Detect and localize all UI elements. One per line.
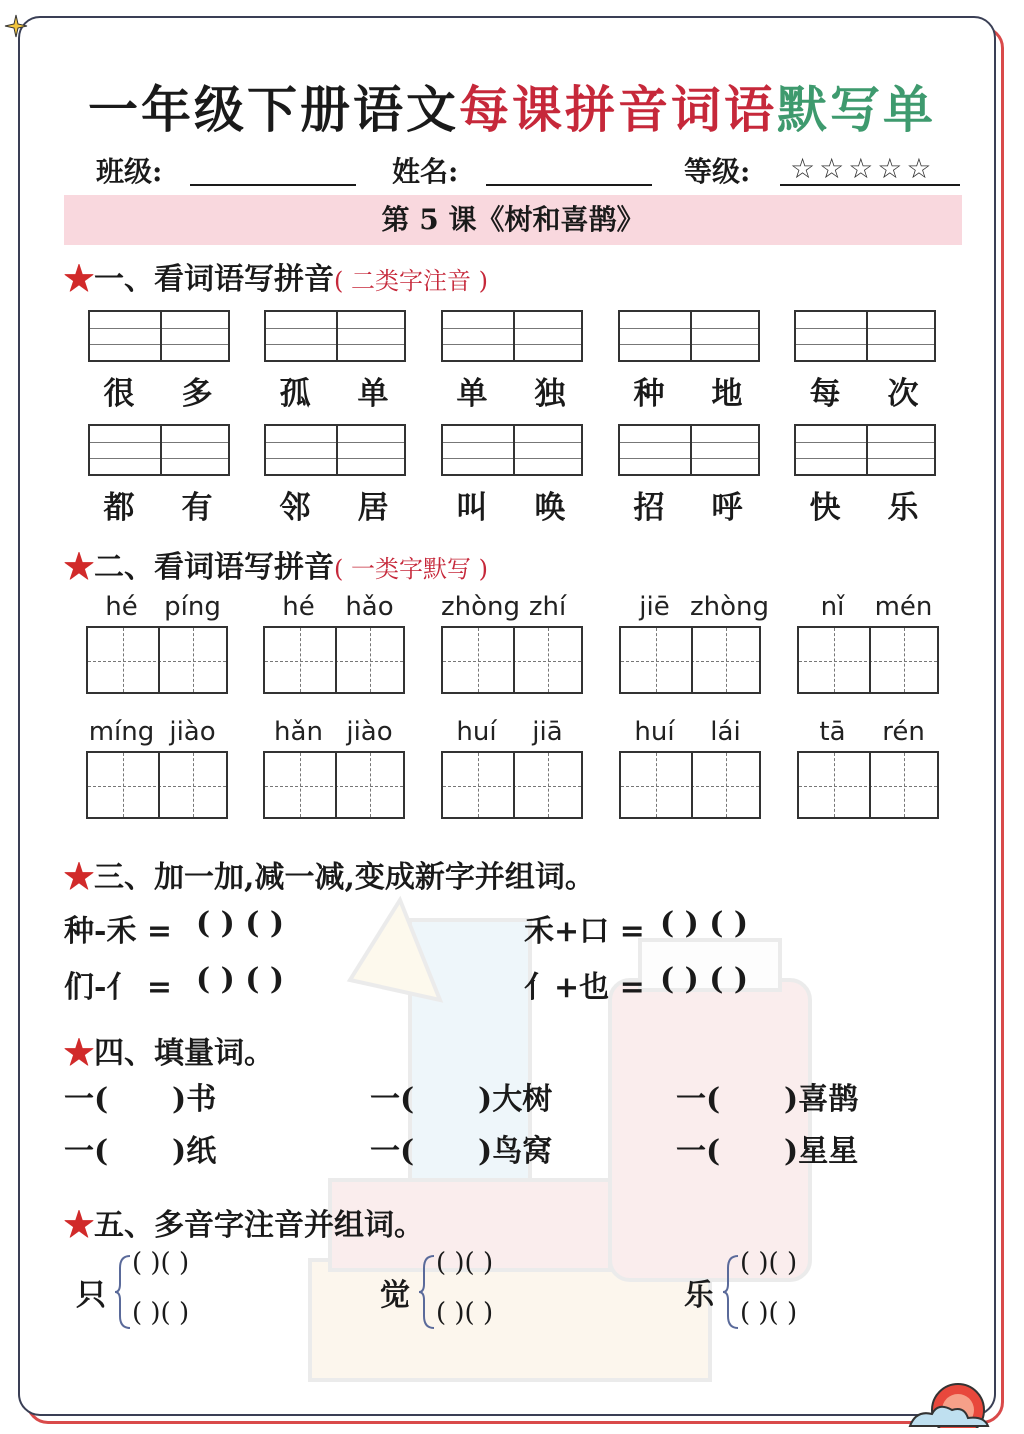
pinyin-label: lái — [710, 717, 741, 747]
pinyin-label: huí — [456, 717, 497, 747]
polyphonic-character: 乐 — [684, 1278, 714, 1313]
character-writing-box[interactable] — [619, 751, 761, 819]
pinyin-label: míng — [88, 717, 155, 747]
word-character: 招 — [633, 490, 665, 526]
pinyin-writing-box[interactable] — [441, 310, 583, 362]
section-5-heading: 五、多音字注音并组词。 — [94, 1208, 424, 1243]
grade-stars[interactable]: ☆☆☆☆☆ — [790, 152, 936, 185]
pinyin-writing-box[interactable] — [441, 424, 583, 476]
character-writing-box[interactable] — [797, 751, 939, 819]
polyphonic-character: 觉 — [380, 1278, 410, 1313]
pinyin-writing-box[interactable] — [88, 424, 230, 476]
section-3-title — [64, 852, 595, 896]
word-character: 每 — [809, 376, 841, 412]
pinyin-writing-box[interactable] — [264, 424, 406, 476]
expr-row-2-right: 亻+也 = — [524, 970, 645, 1005]
measure-suffix: )大树 — [478, 1082, 553, 1117]
polyphonic-character: 只 — [76, 1278, 106, 1313]
word-character: 呼 — [711, 490, 743, 526]
word-character: 孤 — [279, 376, 311, 412]
character-writing-box[interactable] — [263, 751, 405, 819]
word-character: 乐 — [887, 490, 919, 526]
pinyin-label: hǎn — [274, 717, 323, 747]
measure-prefix: 一( — [370, 1082, 415, 1117]
pinyin-label: jiā — [532, 717, 563, 747]
pinyin-label: jiào — [346, 717, 393, 747]
grade-label: 等级: — [684, 155, 751, 188]
word-character: 很 — [103, 376, 135, 412]
pinyin-label: zhí — [528, 592, 567, 622]
section-4-title — [64, 1028, 274, 1072]
word-character: 种 — [633, 376, 665, 412]
pinyin-writing-box[interactable] — [618, 310, 760, 362]
pinyin-label: tā — [819, 717, 846, 747]
pinyin-writing-box[interactable] — [618, 424, 760, 476]
worksheet-title — [0, 70, 1024, 142]
measure-suffix: )书 — [172, 1082, 217, 1117]
section-3-heading: 三、加一加,减一减,变成新字并组词。 — [94, 860, 595, 895]
pinyin-label: huí — [634, 717, 675, 747]
blank-row-1-left[interactable]: ( ) ( ) — [196, 906, 285, 941]
measure-suffix: )鸟窝 — [478, 1134, 553, 1169]
word-character: 独 — [534, 376, 566, 412]
section-1-title — [64, 254, 488, 298]
pinyin-label: zhòng — [690, 592, 770, 622]
blank-row-2-left[interactable]: ( ) ( ) — [196, 962, 285, 997]
brace-icon — [418, 1254, 436, 1330]
star-icon: ★ — [64, 550, 94, 585]
word-character: 地 — [711, 376, 743, 412]
measure-word-blank[interactable] — [722, 1078, 784, 1112]
word-character: 居 — [357, 490, 389, 526]
pinyin-label: hǎo — [345, 592, 394, 622]
expr-row-1-left: 种-禾 = — [64, 914, 173, 949]
word-character: 有 — [181, 490, 213, 526]
character-writing-box[interactable] — [86, 626, 228, 694]
character-writing-box[interactable] — [619, 626, 761, 694]
section-4-heading: 四、填量词。 — [94, 1036, 274, 1071]
pinyin-label: jiē — [639, 592, 670, 622]
word-character: 次 — [887, 376, 919, 412]
name-field[interactable] — [486, 184, 652, 186]
pinyin-label: jiào — [169, 717, 216, 747]
measure-suffix: )纸 — [172, 1134, 217, 1169]
section-2-title — [64, 542, 488, 586]
pinyin-label: mén — [874, 592, 933, 622]
character-writing-box[interactable] — [441, 751, 583, 819]
section-1-note: ( 二类字注音 ) — [334, 267, 488, 295]
word-character: 都 — [103, 490, 135, 526]
class-label: 班级: — [96, 155, 163, 188]
measure-prefix: 一( — [370, 1134, 415, 1169]
pinyin-label: píng — [164, 592, 221, 622]
section-5-title — [64, 1200, 424, 1244]
star-icon: ★ — [64, 1036, 94, 1071]
word-character: 单 — [357, 376, 389, 412]
star-icon: ★ — [64, 860, 94, 895]
pinyin-and-word-blank[interactable]: ( )( ) — [740, 1298, 798, 1328]
pinyin-and-word-blank[interactable]: ( )( ) — [132, 1248, 190, 1278]
pinyin-label: rén — [882, 717, 925, 747]
measure-suffix: )星星 — [784, 1134, 859, 1169]
character-writing-box[interactable] — [263, 626, 405, 694]
pinyin-label: hé — [282, 592, 315, 622]
pinyin-writing-box[interactable] — [88, 310, 230, 362]
measure-word-blank[interactable] — [110, 1130, 172, 1164]
cloud-sun-decoration — [906, 1376, 1002, 1428]
measure-prefix: 一( — [676, 1082, 721, 1117]
expr-row-1-right: 禾+口 = — [524, 914, 645, 949]
pinyin-writing-box[interactable] — [794, 310, 936, 362]
title-part-3: 默写单 — [777, 80, 936, 139]
section-2-heading: 二、看词语写拼音 — [94, 550, 334, 585]
character-writing-box[interactable] — [441, 626, 583, 694]
measure-word-blank[interactable] — [110, 1078, 172, 1112]
sparkle-icon — [4, 14, 28, 38]
measure-word-blank[interactable] — [722, 1130, 784, 1164]
section-2-note: ( 一类字默写 ) — [334, 555, 488, 583]
measure-word-blank[interactable] — [416, 1130, 478, 1164]
word-character: 唤 — [534, 490, 566, 526]
blank-row-1-right[interactable]: ( ) ( ) — [660, 906, 749, 941]
pinyin-label: zhòng — [441, 592, 521, 622]
name-label: 姓名: — [392, 155, 459, 188]
measure-prefix: 一( — [676, 1134, 721, 1169]
brace-icon — [114, 1254, 132, 1330]
expr-row-2-left: 们-亻 = — [64, 970, 173, 1005]
section-1-heading: 一、看词语写拼音 — [94, 262, 334, 297]
measure-prefix: 一( — [64, 1134, 109, 1169]
class-field[interactable] — [190, 184, 356, 186]
pinyin-and-word-blank[interactable]: ( )( ) — [436, 1248, 494, 1278]
star-icon: ★ — [64, 1208, 94, 1243]
blank-row-2-right[interactable]: ( ) ( ) — [660, 962, 749, 997]
lesson-title: 第 5 课《树和喜鹊》 — [64, 195, 962, 245]
word-character: 多 — [181, 376, 213, 412]
pinyin-and-word-blank[interactable]: ( )( ) — [740, 1248, 798, 1278]
measure-word-blank[interactable] — [416, 1078, 478, 1112]
brace-icon — [722, 1254, 740, 1330]
measure-prefix: 一( — [64, 1082, 109, 1117]
pinyin-and-word-blank[interactable]: ( )( ) — [132, 1298, 190, 1328]
measure-suffix: )喜鹊 — [784, 1082, 859, 1117]
star-icon: ★ — [64, 262, 94, 297]
title-part-1: 一年级下册语文 — [88, 80, 459, 139]
pinyin-and-word-blank[interactable]: ( )( ) — [436, 1298, 494, 1328]
pinyin-label: nǐ — [820, 592, 845, 622]
word-character: 叫 — [456, 490, 488, 526]
word-character: 单 — [456, 376, 488, 412]
character-writing-box[interactable] — [86, 751, 228, 819]
pinyin-writing-box[interactable] — [264, 310, 406, 362]
title-part-2: 每课拼音词语 — [459, 80, 777, 139]
pinyin-writing-box[interactable] — [794, 424, 936, 476]
pinyin-label: hé — [105, 592, 138, 622]
word-character: 快 — [809, 490, 841, 526]
word-character: 邻 — [279, 490, 311, 526]
character-writing-box[interactable] — [797, 626, 939, 694]
